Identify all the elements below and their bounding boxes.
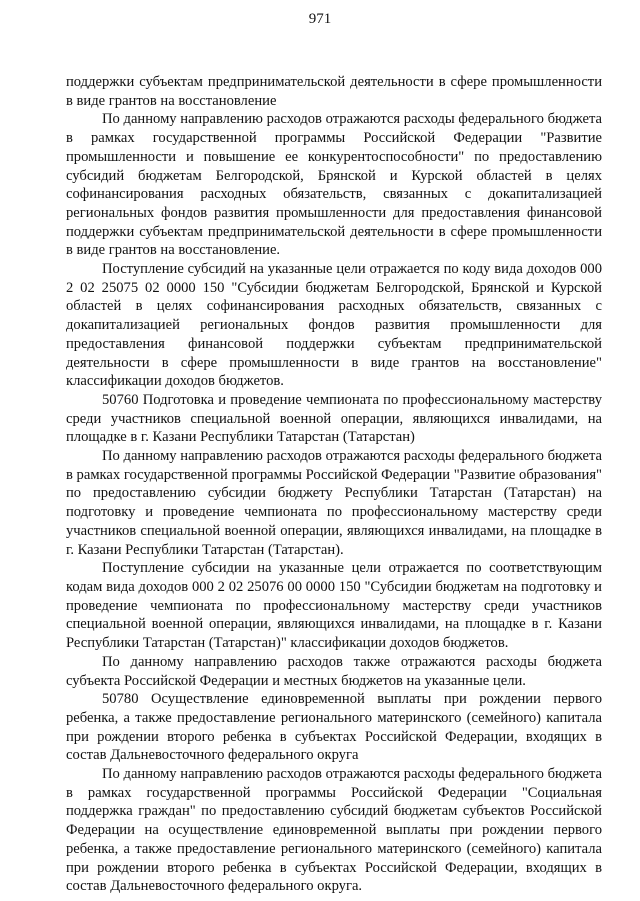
paragraph-income-code-25076: Поступление субсидии на указанные цели отражается по соответствующим кодам вида доходов 000 2 02 25076 00 0000 150 "Субсидии бюджетам на подготовку и проведение чемпионата по профессиональному мастерству среди участников специальной военной операции, являющихся инвалидами, на площадке в г. Казани Республики Татарстан (Татарстан)" классификации доходов бюджетов. bbox=[66, 560, 602, 652]
section-heading-50780: 50780 Осуществление единовременной выплаты при рождении первого ребенка, а также предоставление регионального материнского (семейного) капитала при рождении второго ребенка в субъектах Российской Федерации, входящих в состав Дальневосточного федерального округа bbox=[66, 691, 602, 764]
paragraph-expenses-social-support: По данному направлению расходов отражаются расходы федерального бюджета в рамках государственной программы Российской Федерации "Социальная поддержка граждан" по предоставлению субсидий бюджетам субъектов Российской Федерации на осуществление единовременной выплаты при рождении первого ребенка, а также предоставление регионального материнского (семейного) капитала при рождении второго ребенка в субъектах Российской Федерации, входящих в состав Дальневосточного федерального округа. bbox=[66, 766, 602, 895]
section-heading-50760: 50760 Подготовка и проведение чемпионата по профессиональному мастерству среди участников специальной военной операции, являющихся инвалидами, на площадке в г. Казани Республики Татарстан (Татарстан) bbox=[66, 391, 602, 446]
document-body bbox=[66, 73, 602, 896]
paragraph-regional-budgets: По данному направлению расходов также отражаются расходы бюджета субъекта Российской Федерации и местных бюджетов на указанные цели. bbox=[66, 653, 602, 689]
paragraph-expenses-industry: По данному направлению расходов отражаются расходы федерального бюджета в рамках государственной программы Российской Федерации "Развитие промышленности и повышение ее конкурентоспособности" по предоставлению субсидий бюджетам Белгородской, Брянской и Курской областей в целях софинансирования расходных обязательств, связанных с докапитализацией региональных фондов развития промышленности для предоставления финансовой поддержки субъектам предпринимательской деятельности в сфере промышленности в виде грантов на восстановление. bbox=[66, 111, 602, 259]
paragraph-expenses-education: По данному направлению расходов отражаются расходы федерального бюджета в рамках государственной программы Российской Федерации "Развитие образования" по предоставлению субсидии бюджету Республики Татарстан (Татарстан) на подготовку и проведение чемпионата по профессиональному мастерству среди участников специальной военной операции, являющихся инвалидами, на площадке в г. Казани Республики Татарстан (Татарстан). bbox=[66, 448, 602, 558]
page-number: 971 bbox=[308, 11, 332, 27]
paragraph-continuation: поддержки субъектам предпринимательской деятельности в сфере промышленности в виде грантов на восстановление bbox=[66, 74, 602, 109]
paragraph-income-code-25075: Поступление субсидий на указанные цели отражается по коду вида доходов 000 2 02 25075 02 0000 150 "Субсидии бюджетам Белгородской, Брянской и Курской областей в целях софинансирования расходных обязательств, связанных с докапитализацией региональных фондов развития промышленности для предоставления финансовой поддержки субъектам предпринимательской деятельности в сфере промышленности в виде грантов на восстановление" классификации доходов бюджетов. bbox=[66, 261, 602, 390]
